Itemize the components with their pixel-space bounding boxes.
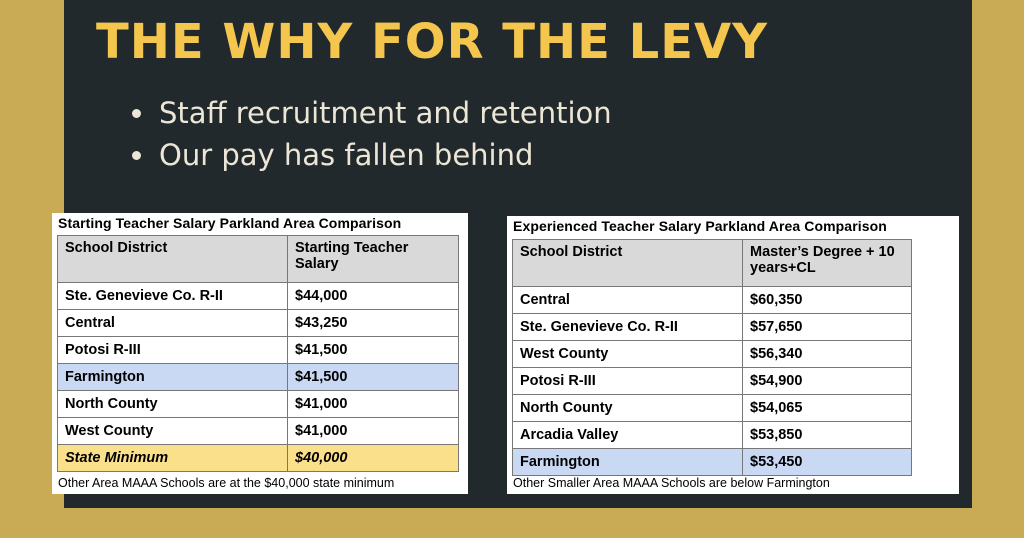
table-row-highlight [58,364,459,391]
starting-salary-table [57,235,459,472]
bullet-dot-icon [132,109,141,118]
table-row-state-minimum [58,445,459,472]
district-cell: Ste. Genevieve Co. R-II [513,314,743,341]
table-row [58,391,459,418]
salary-cell: $56,340 [743,341,912,368]
table-row-highlight [513,449,912,476]
column-header: School District [513,240,743,287]
bullet-item [132,134,612,176]
bullet-item [132,92,612,134]
experienced-salary-footnote: Other Smaller Area MAAA Schools are below Farmington [513,476,830,490]
salary-cell: $41,000 [288,418,459,445]
salary-cell: $41,000 [288,391,459,418]
column-header: Starting Teacher Salary [288,236,459,283]
district-cell: West County [513,341,743,368]
bullet-text: Our pay has fallen behind [159,138,534,172]
salary-cell: $44,000 [288,283,459,310]
salary-cell: $53,850 [743,422,912,449]
district-cell: Potosi R-III [513,368,743,395]
experienced-salary-title: Experienced Teacher Salary Parkland Area Comparison [513,218,887,234]
slide-title: THE WHY FOR THE LEVY [96,14,768,70]
table-row [58,418,459,445]
experienced-salary-table [512,239,912,476]
district-cell: Potosi R-III [58,337,288,364]
starting-salary-title: Starting Teacher Salary Parkland Area Comparison [58,215,402,231]
district-cell: State Minimum [58,445,288,472]
district-cell: North County [513,395,743,422]
district-cell: Farmington [58,364,288,391]
table-row [513,368,912,395]
salary-cell: $54,900 [743,368,912,395]
starting-salary-panel [52,213,468,494]
district-cell: Central [58,310,288,337]
salary-cell: $41,500 [288,364,459,391]
column-header: Master’s Degree + 10 years+CL [743,240,912,287]
district-cell: North County [58,391,288,418]
table-row [58,283,459,310]
bullet-text: Staff recruitment and retention [159,96,612,130]
district-cell: Arcadia Valley [513,422,743,449]
column-header: School District [58,236,288,283]
district-cell: West County [58,418,288,445]
district-cell: Farmington [513,449,743,476]
district-cell: Central [513,287,743,314]
bullet-dot-icon [132,151,141,160]
salary-cell: $54,065 [743,395,912,422]
table-row [58,337,459,364]
salary-cell: $40,000 [288,445,459,472]
table-header-row [58,236,459,283]
table-row [513,314,912,341]
salary-cell: $43,250 [288,310,459,337]
table-row [58,310,459,337]
salary-cell: $53,450 [743,449,912,476]
table-row [513,422,912,449]
starting-salary-footnote: Other Area MAAA Schools are at the $40,000 state minimum [58,476,395,490]
table-row [513,395,912,422]
district-cell: Ste. Genevieve Co. R-II [58,283,288,310]
table-row [513,341,912,368]
salary-cell: $57,650 [743,314,912,341]
salary-cell: $41,500 [288,337,459,364]
table-header-row [513,240,912,287]
salary-cell: $60,350 [743,287,912,314]
table-row [513,287,912,314]
experienced-salary-panel [507,216,959,494]
bullet-list [132,92,612,176]
